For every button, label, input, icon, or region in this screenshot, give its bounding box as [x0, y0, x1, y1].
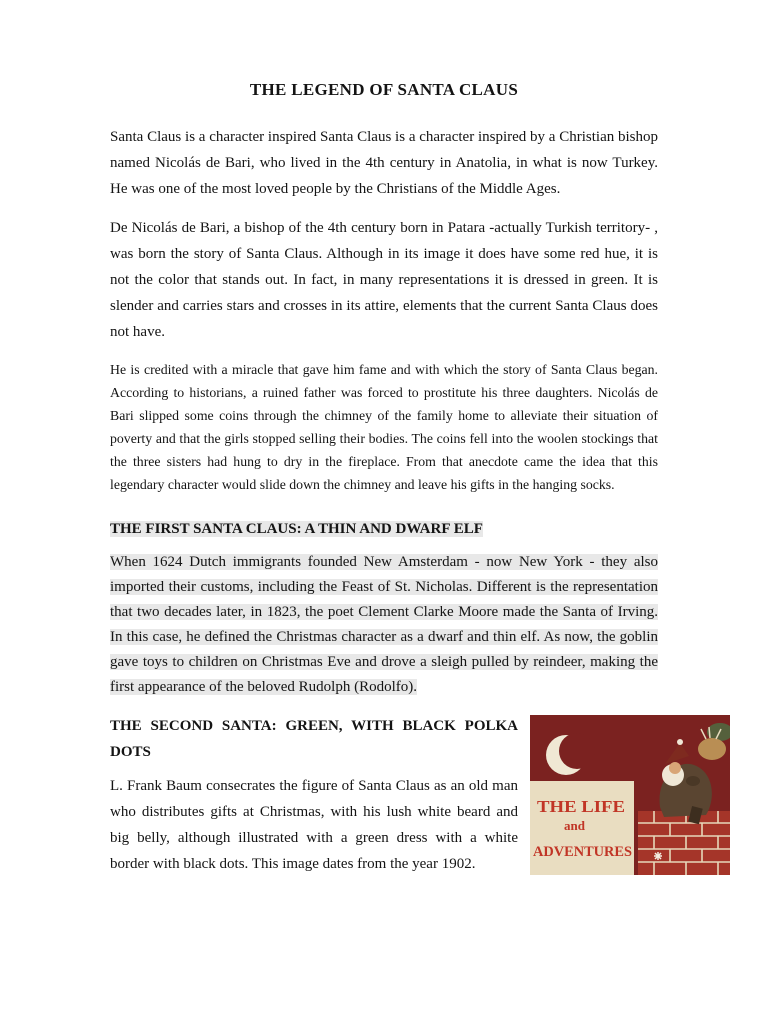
heading-second-santa: THE SECOND SANTA: GREEN, WITH BLACK POLKA DOTS: [110, 718, 518, 760]
santa-book-cover-illustration: [530, 715, 730, 875]
cover-title-line3: ADVENTURES: [533, 844, 632, 860]
paragraph-second-santa: L. Frank Baum consecrates the figure of Santa Claus as an old man who distributes gifts at Christmas, with his lush white beard and big belly, although illustrated with a green dress with a white border with black dots. This image dates from the year 1902.: [110, 778, 518, 872]
star-icon: [654, 852, 662, 860]
heading-first-santa-text: THE FIRST SANTA CLAUS: A THIN AND DWARF ELF: [110, 521, 483, 537]
heading-first-santa: [110, 516, 658, 542]
cover-title-line2: and: [564, 818, 585, 833]
page-title: THE LEGEND OF SANTA CLAUS: [249, 80, 519, 99]
chimney-bricks: [638, 811, 730, 875]
section-second-santa: [110, 713, 658, 877]
book-cover-image: [530, 715, 730, 875]
paragraph-intro: Santa Claus is a character inspired Santa Claus is a character inspired by a Christian bishop named Nicolás de Bari, who lived in the 4th century in Anatolia, in what is now Turkey. He was one of the most loved people by the Christians of the Middle Ages.: [110, 129, 658, 197]
cover-title-line1: THE LIFE: [537, 797, 625, 816]
paragraph-miracle: He is credited with a miracle that gave him fame and with which the story of Santa Claus began. According to historians, a ruined father was forced to prostitute his three daughters. Nicolás de Bari slipped some coins through the chimney of the family home to alleviate their situation of poverty and that the girls stopped selling their bodies. The coins fell into the woolen stockings that the three sisters had hung to dry in the fireplace. From that anecdote came the idea that this legendary character would slide down the chimney and leave his gifts in the hanging socks.: [110, 362, 658, 492]
paragraph-first-santa: [110, 550, 658, 700]
paragraph-origin: De Nicolás de Bari, a bishop of the 4th century born in Patara -actually Turkish territory- , was born the story of Santa Claus. Although in its image it does have some red hue, it is not the color that stands out. In fact, in many representations it is dressed in green. It is slender and carries stars and crosses in its attire, elements that the current Santa Claus does not have.: [110, 220, 658, 340]
paragraph-first-santa-text: When 1624 Dutch immigrants founded New Amsterdam - now New York - they also imported their customs, including the Feast of St. Nicholas. Different is the representation that two decades later, in 1823, the poet Clement Clarke Moore made the Santa of Irving. In this case, he defined the Christmas character as a dwarf and thin elf. As now, the goblin gave toys to children on Christmas Eve and drove a sleigh pulled by reindeer, making the first appearance of the beloved Rudolph (Rodolfo).: [110, 554, 658, 695]
